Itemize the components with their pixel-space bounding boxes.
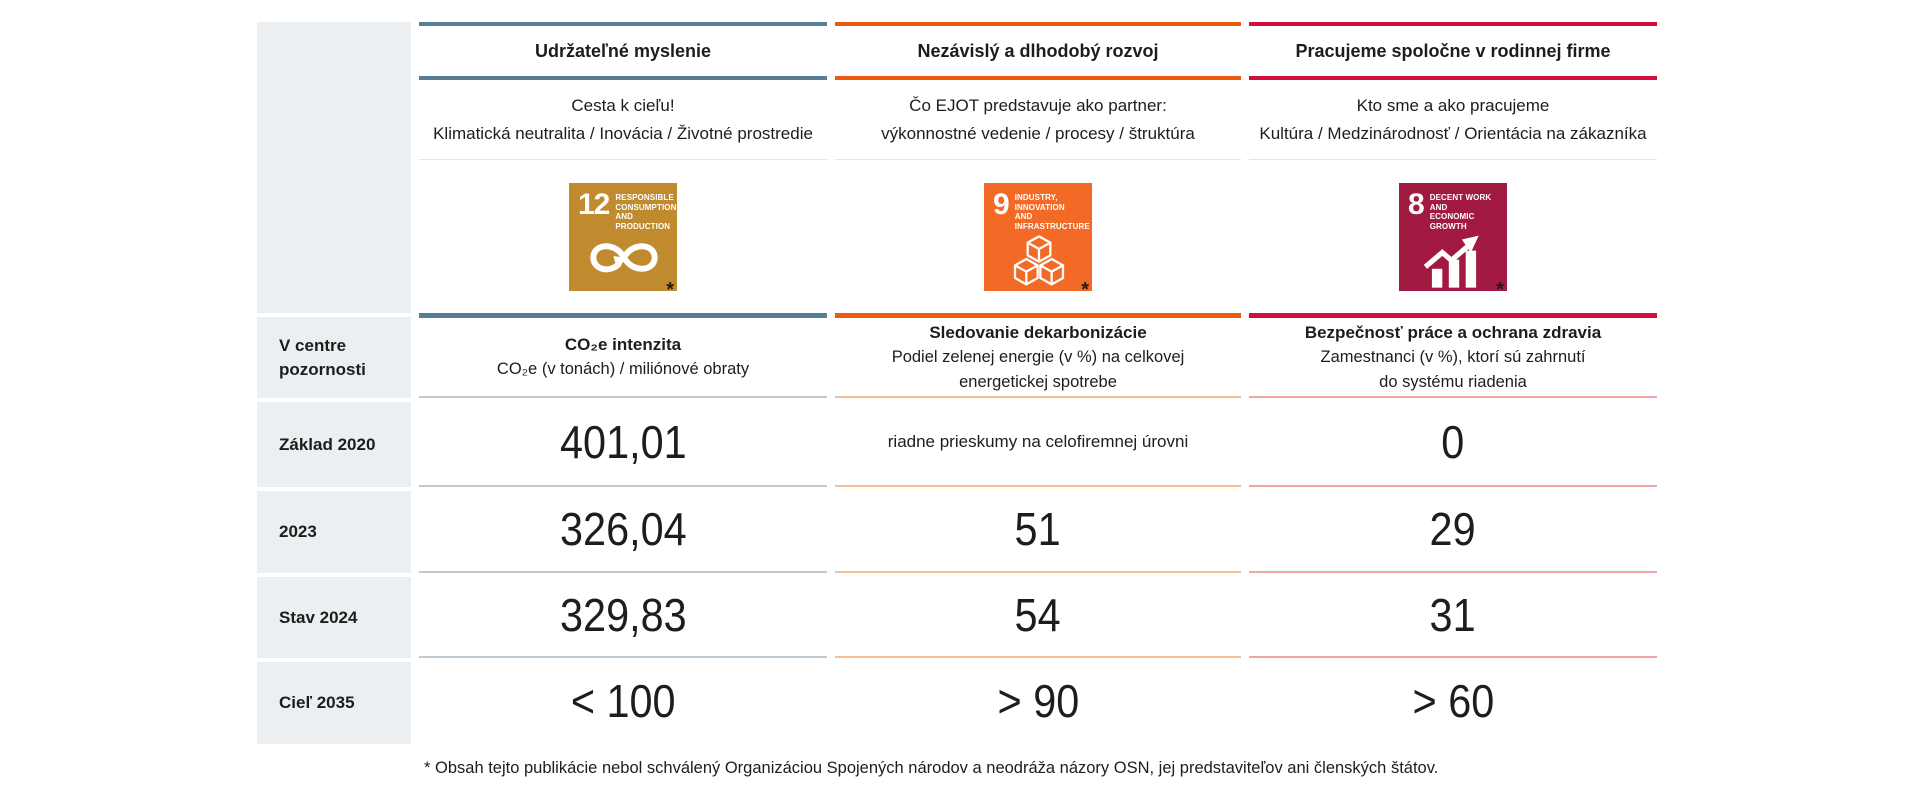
- value-2023: 51: [835, 487, 1241, 573]
- subheader-line: Kto sme a ako pracujeme: [1356, 95, 1550, 115]
- focus-line: Podiel zelenej energie (v %) na celkovej: [891, 347, 1185, 366]
- footnote-asterisk: *: [1496, 278, 1504, 301]
- sdg-icon-header: [578, 187, 677, 232]
- column-header: Nezávislý a dlhodobý rozvoj: [835, 22, 1241, 80]
- footnote-asterisk: *: [666, 278, 674, 301]
- goals-table: [257, 22, 1657, 744]
- infinity-loop-icon: [578, 231, 669, 285]
- row-label-base-2020: Základ 2020: [257, 398, 411, 487]
- column-subheader: [419, 80, 827, 160]
- sdg-number: 12: [578, 187, 610, 221]
- value-state-2024: 329,83: [419, 573, 827, 658]
- focus-line: CO₂e (v tonách) / miliónové obraty: [496, 360, 750, 378]
- value-base-2020: 0: [1249, 398, 1657, 487]
- value-base-2020: riadne prieskumy na celofiremnej úrovni: [835, 398, 1241, 487]
- value-2023: 326,04: [419, 487, 827, 573]
- sdg-12-icon: [569, 183, 677, 301]
- subheader-line: Klimatická neutralita / Inovácia / Životné prostredie: [433, 123, 813, 143]
- sdg-8-icon: [1399, 183, 1507, 301]
- building-blocks-icon: [993, 231, 1084, 291]
- row-label-target-2035: Cieľ 2035: [257, 658, 411, 744]
- focus-cell: [1249, 313, 1657, 398]
- row-label-state-2024: Stav 2024: [257, 573, 411, 658]
- focus-cell: [419, 313, 827, 398]
- value-base-2020: 401,01: [419, 398, 827, 487]
- value-target-2035: > 60: [1412, 675, 1494, 727]
- column-subheader: [1249, 80, 1657, 160]
- focus-title: Bezpečnosť práce a ochrana zdravia: [1304, 322, 1602, 342]
- focus-line: Zamestnanci (v %), ktorí sú zahrnutí: [1320, 347, 1586, 366]
- value-state-2024: 54: [835, 573, 1241, 658]
- sdg-icon-cell: [1249, 160, 1657, 313]
- value-state-2024: 31: [1249, 573, 1657, 658]
- top-left-spacer-cell: [257, 22, 411, 313]
- sdg-icon-header: [1408, 187, 1499, 232]
- footnote-asterisk: *: [1081, 278, 1089, 301]
- subheader-line: Kultúra / Medzinárodnosť / Orientácia na zákazníka: [1259, 123, 1647, 143]
- sdg-number: 9: [993, 187, 1009, 221]
- sdg-icon-cell: [419, 160, 827, 313]
- focus-cell: [835, 313, 1241, 398]
- focus-title: CO₂e intenzita: [564, 335, 682, 354]
- sdg-9-icon: [984, 183, 1092, 301]
- focus-title: Sledovanie dekarbonizácie: [929, 322, 1147, 342]
- value-target-2035: > 90: [997, 675, 1079, 727]
- column-subheader: [835, 80, 1241, 160]
- sdg-icon-cell: [835, 160, 1241, 313]
- value-target-2035: < 100: [570, 675, 676, 727]
- row-label-2023: 2023: [257, 487, 411, 573]
- subheader-line: výkonnostné vedenie / procesy / štruktúra: [881, 123, 1195, 143]
- growth-chart-arrow-icon: [1408, 231, 1499, 291]
- column-header: Pracujeme spoločne v rodinnej firme: [1249, 22, 1657, 80]
- row-label-focus: V centre pozornosti: [257, 313, 411, 398]
- sdg-icon-header: [993, 187, 1090, 232]
- un-disclaimer-footnote: * Obsah tejto publikácie nebol schválený Organizáciou Spojených národov a neodráža názory OSN, jej predstaviteľov ani členských štátov.: [424, 759, 1439, 777]
- sdg-goal-title: RESPONSIBLE CONSUMPTION AND PRODUCTION: [615, 193, 677, 231]
- sdg-goal-title: INDUSTRY, INNOVATION AND INFRASTRUCTURE: [1014, 193, 1090, 231]
- subheader-line: Cesta k cieľu!: [571, 95, 675, 115]
- sdg-goal-title: DECENT WORK AND ECONOMIC GROWTH: [1429, 193, 1492, 231]
- sdg-number: 8: [1408, 187, 1424, 221]
- subheader-line: Čo EJOT predstavuje ako partner:: [909, 95, 1167, 115]
- column-header: Udržateľné myslenie: [419, 22, 827, 80]
- focus-line: energetickej spotrebe: [959, 372, 1117, 391]
- focus-line: do systému riadenia: [1379, 372, 1527, 391]
- value-2023: 29: [1249, 487, 1657, 573]
